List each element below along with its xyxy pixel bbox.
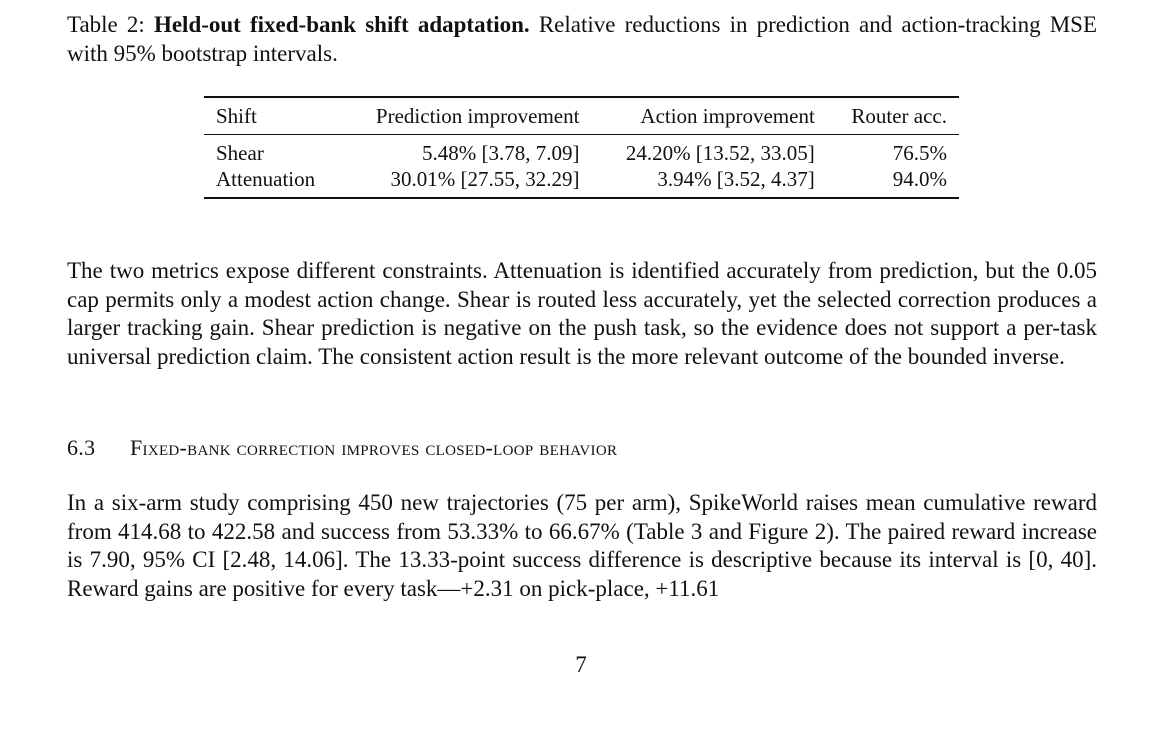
results-table-container	[204, 96, 959, 199]
cell-router-acc: 76.5%	[892, 141, 947, 165]
cell-shift: Attenuation	[204, 166, 340, 198]
cell-prediction: 5.48% [3.78, 7.09]	[421, 141, 580, 165]
section-title: Fixed-bank correction improves closed-loop behavior	[130, 435, 618, 460]
body-paragraph-2: In a six-arm study comprising 450 new trajectories (75 per arm), SpikeWorld raises mean cumulative reward from 414.68 to 422.58 and success from 53.33% to 66.67% (Table 3 and Figure 2). The paired reward increase is 7.90, 95% CI [2.48, 14.06]. The 13.33-point success difference is descriptive because its interval is [0, 40]. Reward gains are positive for every task—+2.31 on pick-place, +11.61	[67, 490, 1097, 601]
caption-bold-title: Held-out fixed-bank shift adaptation.	[153, 12, 530, 37]
table-caption	[67, 10, 1097, 68]
cell-router-acc: 94.0%	[827, 166, 959, 198]
header-prediction-improvement: Prediction improvement	[340, 97, 591, 135]
cell-shift: Shear	[216, 141, 264, 165]
caption-label: Table 2:	[67, 12, 145, 37]
header-router-acc: Router acc.	[827, 97, 959, 135]
table-row	[204, 135, 959, 167]
page-number: 7	[575, 652, 587, 677]
table-row	[204, 166, 959, 198]
caption-text: Relative reductions in prediction and action-tracking MSE with 95% bootstrap intervals.	[67, 12, 1098, 66]
cell-action: 3.94% [3.52, 4.37]	[591, 166, 826, 198]
cell-action: 24.20% [13.52, 33.05]	[625, 141, 815, 165]
header-action-improvement: Action improvement	[591, 97, 826, 135]
body-paragraph-1: The two metrics expose different constraints. Attenuation is identified accurately from prediction, but the 0.05 cap permits only a modest action change. Shear is routed less accurately, yet the selected correction produces a larger tracking gain. Shear prediction is negative on the push task, so the evidence does not support a per-task universal prediction claim. The consistent action result is the more relevant outcome of the bounded inverse.	[67, 258, 1097, 369]
results-table	[204, 96, 959, 199]
table-header-row	[204, 97, 959, 135]
paper-page	[67, 10, 1098, 601]
cell-prediction: 30.01% [27.55, 32.29]	[340, 166, 591, 198]
header-shift: Shift	[204, 97, 340, 135]
section-number: 6.3	[67, 435, 96, 460]
section-heading	[67, 435, 617, 461]
